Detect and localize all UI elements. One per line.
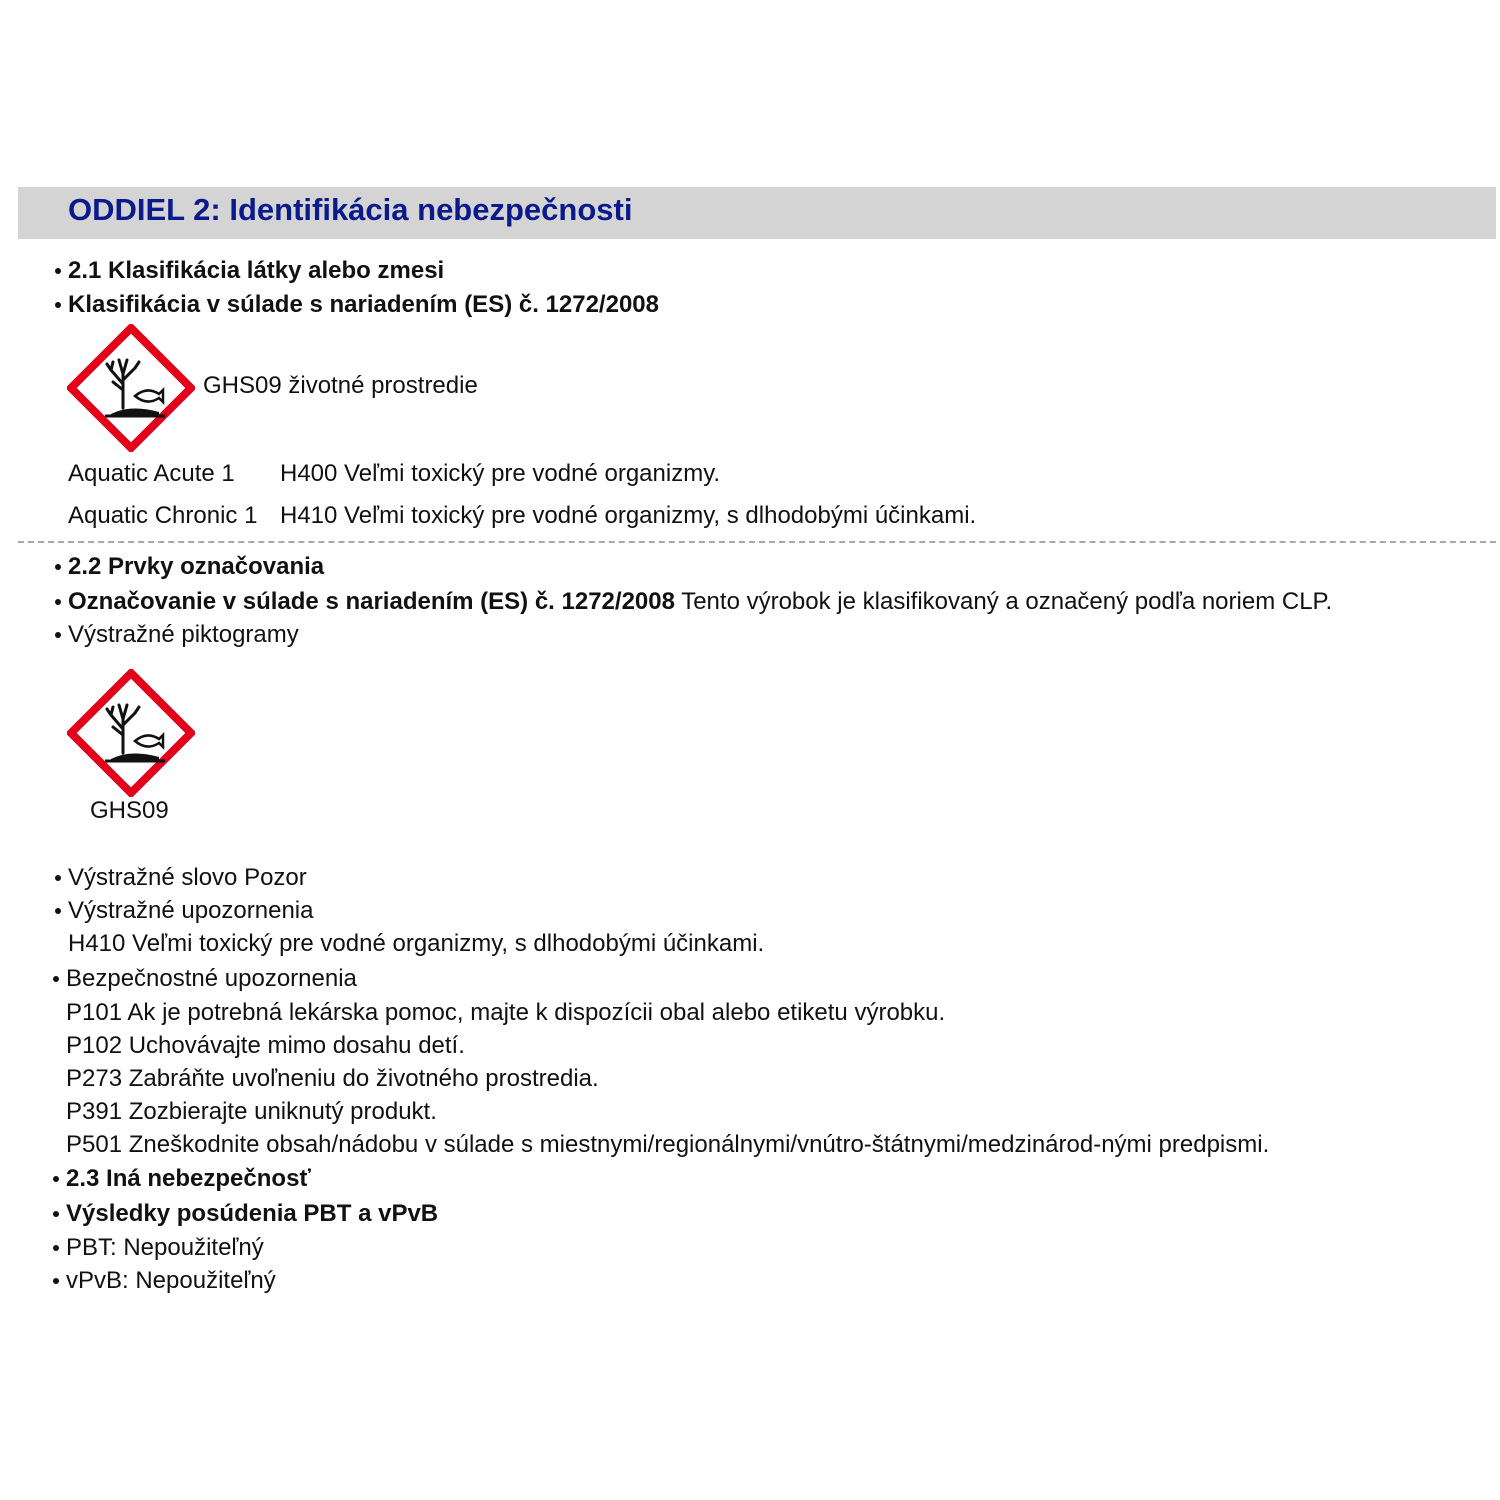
pbt-result: PBT: Nepoužiteľný xyxy=(66,1234,264,1261)
bullet xyxy=(53,1211,59,1217)
bullet xyxy=(55,632,61,638)
precautionary-statement: P102 Uchovávajte mimo dosahu detí. xyxy=(66,1032,465,1059)
labeling-regulation-text: Tento výrobok je klasifikovaný a označený podľa noriem CLP. xyxy=(681,588,1333,615)
hazard-statement: H410 Veľmi toxický pre vodné organizmy, s dlhodobými účinkami. xyxy=(280,502,977,529)
signal-word: Výstražné slovo Pozor xyxy=(68,864,307,891)
section-title: ODDIEL 2: Identifikácia nebezpečnosti xyxy=(68,192,633,227)
bullet xyxy=(55,564,61,570)
hazard-statement: H410 Veľmi toxický pre vodné organizmy, s dlhodobými účinkami. xyxy=(68,930,765,957)
bullet xyxy=(55,875,61,881)
precautionary-statement: P273 Zabráňte uvoľneniu do životného prostredia. xyxy=(66,1065,599,1092)
precautionary-statement: P391 Zozbierajte uniknutý produkt. xyxy=(66,1098,437,1125)
divider xyxy=(18,541,1496,543)
vpvb-result: vPvB: Nepoužiteľný xyxy=(66,1267,276,1294)
environment-hazard-icon xyxy=(67,324,195,452)
bullet xyxy=(53,1176,59,1182)
pictogram-label: GHS09 životné prostredie xyxy=(203,372,478,399)
environment-hazard-icon xyxy=(67,669,195,797)
hazard-statements-label: Výstražné upozornenia xyxy=(68,897,314,924)
pbt-assessment-heading: Výsledky posúdenia PBT a vPvB xyxy=(66,1200,439,1227)
bullet xyxy=(53,976,59,982)
pictograms-label: Výstražné piktogramy xyxy=(68,621,299,648)
classification-category: Aquatic Acute 1 xyxy=(68,460,235,487)
precautionary-statement: P101 Ak je potrebná lekárska pomoc, majte k dispozícii obal alebo etiketu výrobku. xyxy=(66,999,946,1026)
classification-regulation: Klasifikácia v súlade s nariadením (ES) č. 1272/2008 xyxy=(68,291,659,318)
bullet xyxy=(53,1245,59,1251)
hazard-statement: H400 Veľmi toxický pre vodné organizmy. xyxy=(280,460,721,487)
precautionary-statements-label: Bezpečnostné upozornenia xyxy=(66,965,357,992)
classification-category: Aquatic Chronic 1 xyxy=(68,502,258,529)
pictogram-code: GHS09 xyxy=(90,797,169,824)
heading-2-2: 2.2 Prvky označovania xyxy=(68,553,325,580)
bullet xyxy=(55,302,61,308)
bullet xyxy=(53,1278,59,1284)
heading-2-1: 2.1 Klasifikácia látky alebo zmesi xyxy=(68,257,445,284)
bullet xyxy=(55,599,61,605)
labeling-regulation-title: Označovanie v súlade s nariadením (ES) č. 1272/2008 xyxy=(68,588,675,615)
precautionary-statement: P501 Zneškodnite obsah/nádobu v súlade s miestnymi/regionálnymi/vnútro-štátnymi/medzinárod-nými predpismi. xyxy=(66,1131,1270,1158)
heading-2-3: 2.3 Iná nebezpečnosť xyxy=(66,1165,311,1192)
bullet xyxy=(55,268,61,274)
bullet xyxy=(55,908,61,914)
labeling-regulation xyxy=(68,590,1332,614)
